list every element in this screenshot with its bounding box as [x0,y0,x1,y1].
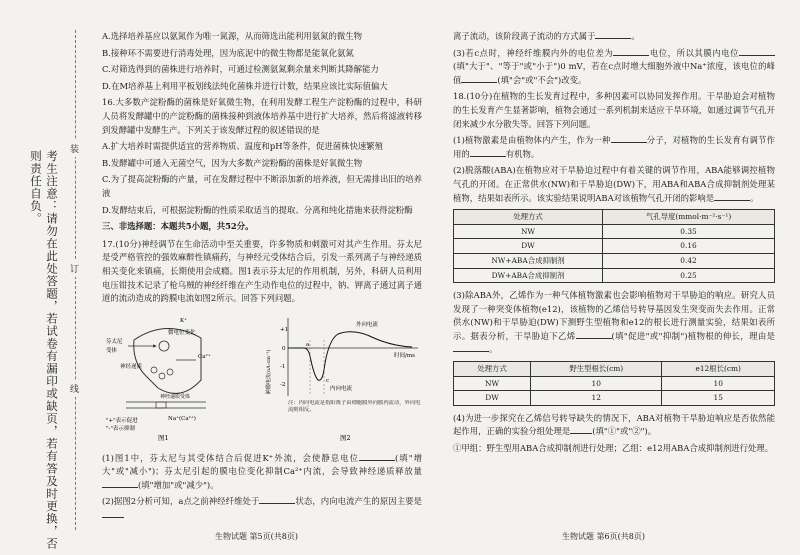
q15-option-a: A.选择培养基应以氨氮作为唯一氮源，从而筛选出能利用氨氮的微生物 [102,31,362,41]
fig2-caption: 图2 [340,433,351,442]
fig1-caption: 图1 [158,433,169,442]
q17-part3 [453,47,775,88]
q17-part1-text: (1)图1中，芬太尼与其受体结合后促进K⁺外流，会使静息电位 [102,452,359,463]
q17-stem: 17.(10分)神经调节在生命活动中至关重要，许多物质和刺激可对其产生作用。芬太尼是受严格管控的强效麻醉性镇痛药，与神经元受体结合后，引发一系列离子与神经递质相关变化来镇痛，长期使用会成瘾。图1表示芬太尼的作用机制，另外，科研人员利用电压钳技术记录了枪乌贼的神经纤维在产生动作电位的过程中，钠、钾离子通过离子通道的流动造成的跨膜电流如图2所示。回答下列问题。 [102,238,422,304]
figure-2-current-graph [262,310,424,442]
table-header: 野生型根长(cm) [531,362,662,377]
q15-option-b: B.接种环不需要进行消毒处理，因为底泥中的微生物都是能氧化氨氮 [102,47,354,58]
q18-part4-option1: ①甲组：野生型用ABA合成抑制剂进行处理；乙组：e12用ABA合成抑制剂进行处理。 [453,443,774,454]
binding-mark-ding: 订 [70,260,79,277]
answer-blank[interactable] [714,192,750,201]
q18-part2: (2)脱落酸(ABA)在植物应对干旱胁迫过程中有着关键的调节作用，ABA能够调控植物气孔的开闭。在正常供水(NW)和干旱胁迫(DW)下，用ABA和ABA合成抑制剂处理某植物，结果如表所示。该实验结果说明ABA对该植物气孔开闭的影响是 。 [453,165,775,203]
fig1-label-fentanyl: 芬太尼 [106,338,123,345]
q18-part4 [453,412,775,439]
neurotransmitter-receptor [156,402,166,408]
q18-stem: 18.(10分)在植物的生长发育过程中，多种因素可以协同发挥作用。干旱胁迫会对植物的生长发育产生显著影响，植物会通过一系列机制来适应干旱环境，如通过调节气孔开闭来减少水分散失等。回答下列问题。 [453,91,775,129]
q16-option-c: C.为了提高淀粉酶的产量，可在发酵过程中不断添加新的培养液，但无需排出旧的培养液 [102,174,422,198]
fig1-label-potential: 微电位变化 [168,329,196,336]
table-cell: NW [454,224,603,239]
fig1-label-k: K⁺ [180,317,188,324]
table-row [454,224,775,239]
binding-dashed-line [75,30,76,530]
fig2-ytick-0: 0 [282,345,286,352]
table-header: e12根长(cm) [662,362,775,377]
answer-blank[interactable] [613,47,649,56]
q16-stem: 16.大多数产淀粉酶的菌株是好氧微生物，在利用发酵工程生产淀粉酶的过程中，科研人员将发酵罐中的产淀粉酶的菌株接种到液体培养基中进行扩大培养，然后将滤液转移到发酵罐中发酵生产。下列关于该发酵过程的叙述错误的是 [102,97,422,135]
binding-mark-xian: 线 [70,380,79,397]
vesicle-1 [151,367,157,373]
q17-part2-text-c: 离子流动，该阶段离子流动的方式属于 [453,31,596,41]
vesicle-2 [159,373,165,379]
table-cell: 10 [531,376,662,391]
q17-part2-text: (2)据图2分析可知，a点之前神经纤维处于 [102,496,260,507]
receptor-shape [159,341,169,351]
fig1-label-neurotransmitter: 神经递质 [120,363,143,370]
fig1-legend-promote: "+"表示促进 [106,417,138,424]
table-cell: 15 [662,391,775,406]
q18-part2-text: (2)脱落酸(ABA)在植物应对干旱胁迫过程中有着关键的调节作用，ABA能够调控植物气孔的开闭。在正常供水(NW)和干旱胁迫(DW)下，用ABA和ABA合成抑制剂处理某植物，结果如表所示。该实验结果说明ABA对该植物气孔开闭的影响是 [453,165,775,203]
q18-part1 [453,134,775,161]
q15-option-d: D.在M培养基上利用平板划线法纯化菌株并进行计数，结果应该比实际值偏大 [102,80,388,91]
left-column [102,30,422,526]
q17-part2-text-b: 状态，内向电流产生的原因主要是 [295,496,422,507]
fig2-ytick-minus1: -1 [280,363,286,370]
table-header: 处理方式 [454,210,603,225]
q16-option-d: D.发酵结束后，可根据淀粉酶的性质采取适当的提取、分离和纯化措施来获得淀粉酶 [102,204,413,215]
table-header: 气孔导度(mmol·m⁻²·s⁻¹) [603,210,775,225]
q18-part1-text-b: 分子，对植物的生长发育有调节作用的 [453,135,775,159]
answer-blank[interactable] [461,74,497,83]
fig2-note: 注：内向电流是指阳离子由细胞膜外向膜内流动，外向电流则相反。 [288,399,421,413]
fig1-label-nt-receptor: 神经递质受体 [160,393,191,400]
q18-part3: (3)除ABA外，乙烯作为一种气体植物激素也会影响植物对干旱胁迫的响应。研究人员发现了一种突变体植物(e12)，该植物的乙烯信号转导基因发生突变而失去作用。正常供水(NW)和干旱胁迫(DW)下测野生型植物和e12的根长进行测量实验，结果如表所示。据表分析，干旱胁迫下乙烯 (填"促进"或"抑制")植物根的伸长，理由是。 [453,290,776,355]
footer-page-6: 生物试题 第6页(共8页) [562,532,645,541]
table-cell: 0.25 [603,268,775,283]
q15-option-c: C.对筛选得到的菌株进行培养时，可通过检测氨氮剩余量来判断其降解能力 [102,64,379,75]
fig2-inward-label: 内向电流 [330,385,353,392]
footer-page-5: 生物试题 第5页(共8页) [215,532,298,541]
answer-blank[interactable] [470,148,506,157]
q18-part3-text: (3)除ABA外，乙烯作为一种气体植物激素也会影响植物对干旱胁迫的响应。研究人员发现了一种突变体植物(e12)，该植物的乙烯信号转导基因发生突变而失去作用。正常供水(NW)和干旱胁迫(DW)下测野生型植物和e12的根长进行测量实验，结果如表所示。据表分析，干旱胁迫下乙烯 [453,290,775,341]
q17-part3-text-b: 电位，所以其膜内电位 [649,47,739,58]
fig2-point-a: a [306,341,310,348]
table-cell: NW+ABA合成抑制剂 [454,253,603,268]
table-header: 处理方式 [454,362,531,377]
table-cell: DW [454,391,531,406]
vesicle-3 [167,369,173,375]
table-row [454,268,775,283]
binding-margin [0,0,100,555]
table-cell: 10 [662,376,775,391]
table-cell: 12 [531,391,662,406]
q18-part4-text: (4)为进一步探究在乙烯信号转导缺失的情况下，ABA对植物干旱胁迫响应是否依然能起作用，正确的实验分组处理是 [453,412,775,437]
presynaptic-neuron-shape [134,328,201,393]
answer-blank[interactable] [576,330,612,339]
q17-part3-text-c: (填"大于"、"等于"或"小于")0 mV，若在c点时增大细胞外液中Na⁺浓度，该电位的峰值 [453,61,775,85]
fig2-xlabel: 时间/ms [394,352,415,359]
q17-part2-cont: 离子流动，该阶段离子流动的方式属于 。 [453,31,640,41]
q16-option-a: A.扩大培养时需提供适宜的营养物质、温度和pH等条件，促进菌株快速繁殖 [102,141,383,152]
table-cell: 0.16 [603,239,775,254]
q16-option-b: B.发酵罐中可通入无菌空气，因为大多数产淀粉酶的菌株是好氧微生物 [102,157,363,168]
fig1-label-receptor: 受体 [106,347,118,354]
candidate-notice: 考生注意：请勿在此处答题，若试卷有漏印或缺页，若有答及时更换，否则责任自负。 [29,150,59,550]
fig2-outward-label: 外向电流 [356,321,379,328]
figure-1-synapse-diagram [106,310,226,442]
q18-part4-text-b: (填"①"或"②")。 [592,426,657,437]
table-cell: 0.35 [603,224,775,239]
table-header-row [454,362,775,377]
fig2-ytick-minus2: -2 [280,381,286,388]
fig1-label-na: Na⁺(Ca²⁺) [168,415,196,422]
answer-blank[interactable] [611,134,647,143]
q18-part3-text-b: (填"促进"或"抑制")植物根的伸长，理由是 [611,330,776,341]
q17-part1 [102,452,422,493]
fig2-point-c: c [326,377,330,384]
answer-blank[interactable] [595,30,631,39]
fig2-ylabel: 跨膜电流(nA·cm⁻²) [266,349,272,394]
answer-blank[interactable] [739,47,775,56]
table-root-length [453,361,775,406]
q17-part1-text-c: (填"增加"或"减少")。 [138,479,219,490]
section-title: 三、非选择题：本题共5小题，共52分。 [102,221,254,232]
table-row [454,239,775,254]
q18-part1-text: (1)植物激素是由植物体内产生，作为一种 [453,135,611,146]
table-cell: 0.42 [603,253,775,268]
right-column [453,30,775,459]
q17-part1-text-b: (填"增大"或"减小")；芬太尼引起的膜电位变化抑制Ca²⁺内流，会导致神经递质释放量 [102,452,422,477]
q17-figures [102,310,422,448]
table-row [454,376,775,391]
table-row [454,253,775,268]
q17-part2 [102,495,422,522]
fig1-legend-inhibit: "-"表示抑制 [106,425,135,432]
answer-blank[interactable] [259,495,295,504]
table-header-row [454,210,775,225]
q17-part3-text: (3)若c点时，神经纤维膜内外的电位差为 [453,47,614,58]
binding-mark-zhuang: 装 [70,140,79,157]
table-stomatal-conductance [453,209,775,283]
q18-part1-text-c: 有机物。 [505,148,540,159]
fig2-note-wrapper [288,400,424,430]
table-cell: NW [454,376,531,391]
answer-blank[interactable] [453,343,489,352]
answer-blank[interactable] [570,425,592,434]
table-cell: DW+ABA合成抑制剂 [454,268,603,283]
fig1-label-ca: Ca²⁺ [198,353,211,360]
table-cell: DW [454,239,603,254]
fig2-ytick-plus1: +1 [280,326,289,333]
answer-blank[interactable] [102,509,124,518]
answer-blank[interactable] [102,479,138,488]
q17-part3-text-d: (填"会"或"不会")改变。 [497,74,587,85]
table-row [454,391,775,406]
answer-blank[interactable] [359,452,395,461]
